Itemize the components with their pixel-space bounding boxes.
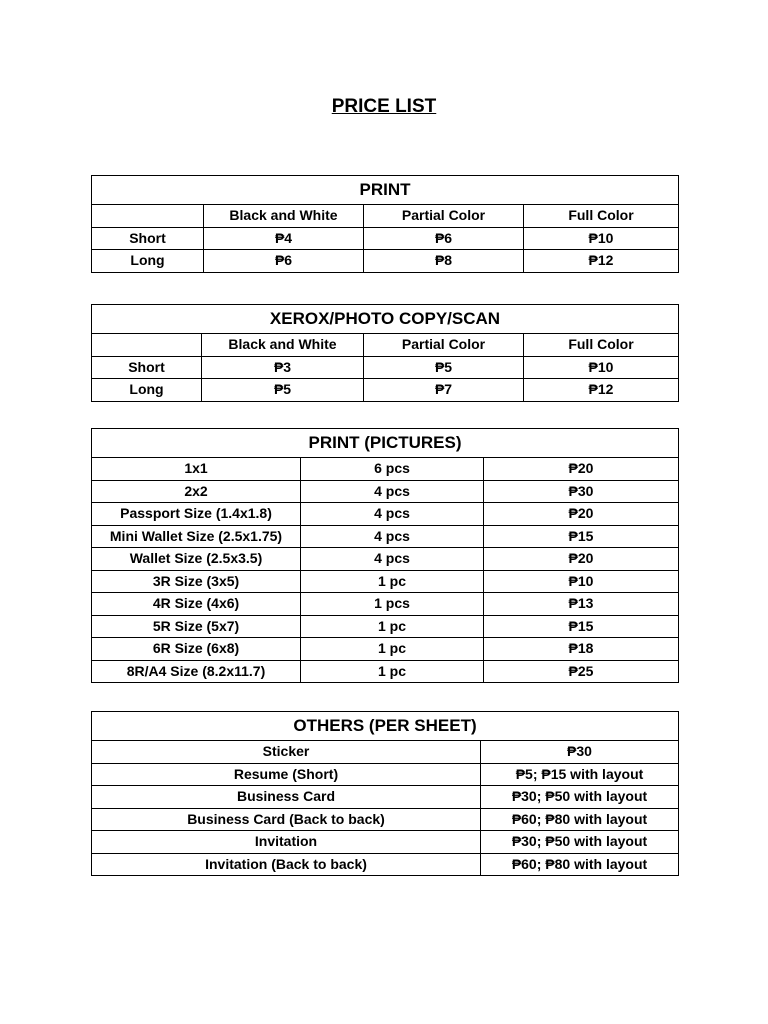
table-heading-row [92, 176, 679, 205]
price-cell: ₱18 [484, 638, 679, 661]
size-cell: 3R Size (3x5) [92, 570, 301, 593]
table-row [92, 763, 679, 786]
table-row [92, 660, 679, 683]
price-cell: ₱25 [484, 660, 679, 683]
others-price-table [91, 711, 679, 876]
price-cell: ₱6 [204, 250, 364, 273]
table-row [92, 570, 679, 593]
column-header: Black and White [204, 205, 364, 228]
price-cell: ₱13 [484, 593, 679, 616]
quantity-cell: 1 pc [301, 570, 484, 593]
item-cell: Business Card [92, 786, 481, 809]
print-price-table [91, 175, 679, 273]
table-heading-row [92, 305, 679, 334]
xerox-table-heading: XEROX/PHOTO COPY/SCAN [92, 305, 679, 334]
table-row [92, 548, 679, 571]
size-cell: 6R Size (6x8) [92, 638, 301, 661]
item-cell: Invitation [92, 831, 481, 854]
table-row [92, 458, 679, 481]
price-cell: ₱30; ₱50 with layout [481, 786, 679, 809]
print-table-heading: PRINT [92, 176, 679, 205]
size-cell: 2x2 [92, 480, 301, 503]
price-cell: ₱12 [524, 379, 679, 402]
price-cell: ₱60; ₱80 with layout [481, 808, 679, 831]
column-header-row [92, 334, 679, 357]
table-row [92, 786, 679, 809]
price-cell: ₱30 [484, 480, 679, 503]
row-label: Long [92, 250, 204, 273]
quantity-cell: 4 pcs [301, 503, 484, 526]
pictures-price-table [91, 428, 679, 683]
quantity-cell: 6 pcs [301, 458, 484, 481]
price-cell: ₱20 [484, 503, 679, 526]
size-cell: Mini Wallet Size (2.5x1.75) [92, 525, 301, 548]
table-row [92, 250, 679, 273]
size-cell: Wallet Size (2.5x3.5) [92, 548, 301, 571]
price-cell: ₱30 [481, 741, 679, 764]
item-cell: Business Card (Back to back) [92, 808, 481, 831]
table-row [92, 379, 679, 402]
column-header [92, 205, 204, 228]
quantity-cell: 1 pc [301, 638, 484, 661]
price-cell: ₱8 [364, 250, 524, 273]
table-row [92, 593, 679, 616]
size-cell: Passport Size (1.4x1.8) [92, 503, 301, 526]
quantity-cell: 1 pc [301, 615, 484, 638]
price-cell: ₱10 [524, 356, 679, 379]
price-cell: ₱30; ₱50 with layout [481, 831, 679, 854]
pictures-table-heading: PRINT (PICTURES) [92, 429, 679, 458]
row-label: Long [92, 379, 202, 402]
price-cell: ₱12 [524, 250, 679, 273]
column-header: Partial Color [364, 205, 524, 228]
xerox-price-table [91, 304, 679, 402]
column-header: Full Color [524, 334, 679, 357]
page-title: PRICE LIST [331, 96, 437, 117]
table-row [92, 503, 679, 526]
row-label: Short [92, 356, 202, 379]
price-cell: ₱20 [484, 458, 679, 481]
column-header: Partial Color [364, 334, 524, 357]
price-cell: ₱6 [364, 227, 524, 250]
table-row [92, 480, 679, 503]
column-header: Black and White [202, 334, 364, 357]
quantity-cell: 1 pcs [301, 593, 484, 616]
row-label: Short [92, 227, 204, 250]
quantity-cell: 4 pcs [301, 548, 484, 571]
price-cell: ₱20 [484, 548, 679, 571]
price-cell: ₱10 [524, 227, 679, 250]
table-row [92, 638, 679, 661]
others-table-heading: OTHERS (PER SHEET) [92, 712, 679, 741]
price-cell: ₱5; ₱15 with layout [481, 763, 679, 786]
price-cell: ₱5 [364, 356, 524, 379]
price-cell: ₱60; ₱80 with layout [481, 853, 679, 876]
column-header [92, 334, 202, 357]
price-cell: ₱4 [204, 227, 364, 250]
table-row [92, 808, 679, 831]
price-cell: ₱3 [202, 356, 364, 379]
table-row [92, 741, 679, 764]
size-cell: 5R Size (5x7) [92, 615, 301, 638]
table-heading-row [92, 429, 679, 458]
table-row [92, 525, 679, 548]
size-cell: 1x1 [92, 458, 301, 481]
table-row [92, 615, 679, 638]
price-cell: ₱5 [202, 379, 364, 402]
size-cell: 8R/A4 Size (8.2x11.7) [92, 660, 301, 683]
price-cell: ₱10 [484, 570, 679, 593]
quantity-cell: 4 pcs [301, 480, 484, 503]
quantity-cell: 4 pcs [301, 525, 484, 548]
price-cell: ₱15 [484, 615, 679, 638]
table-row [92, 356, 679, 379]
table-row [92, 853, 679, 876]
quantity-cell: 1 pc [301, 660, 484, 683]
table-heading-row [92, 712, 679, 741]
table-row [92, 831, 679, 854]
item-cell: Invitation (Back to back) [92, 853, 481, 876]
price-cell: ₱15 [484, 525, 679, 548]
table-row [92, 227, 679, 250]
price-cell: ₱7 [364, 379, 524, 402]
size-cell: 4R Size (4x6) [92, 593, 301, 616]
item-cell: Resume (Short) [92, 763, 481, 786]
item-cell: Sticker [92, 741, 481, 764]
column-header: Full Color [524, 205, 679, 228]
column-header-row [92, 205, 679, 228]
